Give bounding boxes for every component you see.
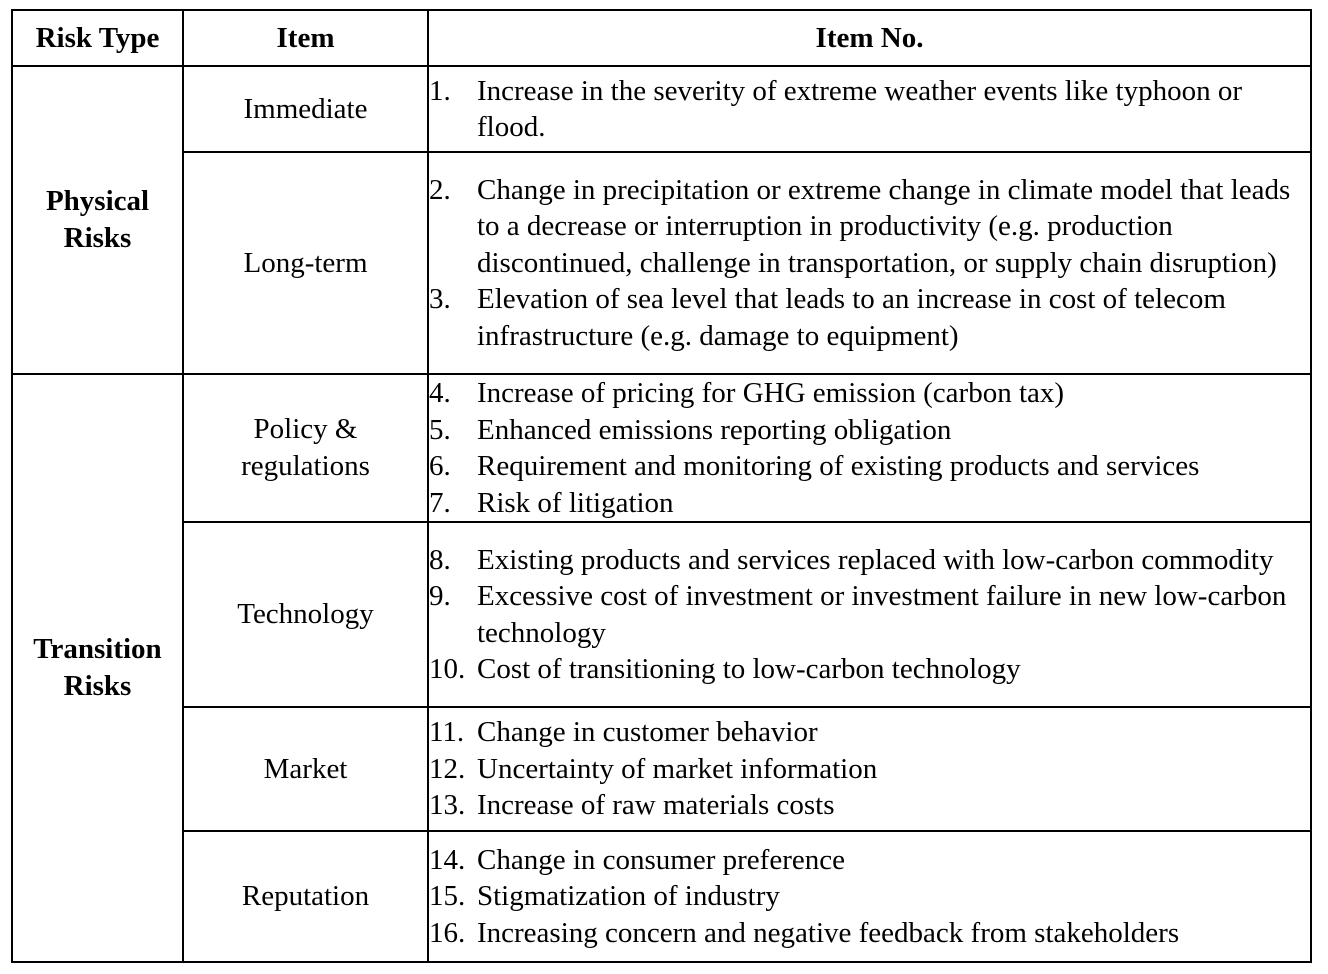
item-immediate: Immediate bbox=[183, 66, 428, 152]
list-item: 9. Excessive cost of investment or investment failure in new low-carbon technology bbox=[429, 580, 1287, 649]
risk-type-line: Risks bbox=[63, 670, 132, 702]
item-reputation: Reputation bbox=[183, 831, 428, 962]
risk-type-physical bbox=[12, 66, 183, 374]
risk-type-line: Transition bbox=[33, 633, 162, 665]
list-item: 1. Increase in the severity of extreme weather events like typhoon or flood. bbox=[429, 74, 1242, 143]
table-row bbox=[12, 66, 1311, 152]
item-no-cell bbox=[428, 831, 1311, 962]
list-item: 11. Change in customer behavior bbox=[429, 716, 818, 749]
table-row bbox=[12, 522, 1311, 707]
list-item: 8. Existing products and services replaced with low-carbon commodity bbox=[429, 543, 1274, 576]
risk-type-line: Physical bbox=[45, 185, 150, 217]
list-item: 13. Increase of raw materials costs bbox=[429, 789, 835, 822]
table-row bbox=[12, 831, 1311, 962]
item-list bbox=[429, 714, 1310, 824]
list-item: 16. Increasing concern and negative feedback from stakeholders bbox=[429, 916, 1180, 949]
list-item: 7. Risk of litigation bbox=[429, 486, 674, 519]
header-risk-type: Risk Type bbox=[12, 10, 183, 66]
list-item: 3. Elevation of sea level that leads to an increase in cost of telecom infrastructure (e.g. damage to equipment) bbox=[429, 283, 1226, 352]
list-item: 5. Enhanced emissions reporting obligation bbox=[429, 413, 952, 446]
item-technology: Technology bbox=[183, 522, 428, 707]
item-no-cell bbox=[428, 152, 1311, 374]
risk-type-line: Risks bbox=[63, 222, 132, 254]
list-item: 6. Requirement and monitoring of existing products and services bbox=[429, 450, 1200, 482]
risk-table bbox=[11, 9, 1312, 963]
item-no-cell bbox=[428, 707, 1311, 831]
header-item: Item bbox=[183, 10, 428, 66]
item-market: Market bbox=[183, 707, 428, 831]
list-item: 10. Cost of transitioning to low-carbon technology bbox=[429, 653, 1021, 685]
item-list bbox=[429, 542, 1310, 688]
item-list bbox=[429, 375, 1310, 521]
header-item-no: Item No. bbox=[428, 10, 1311, 66]
item-no-cell bbox=[428, 522, 1311, 707]
item-list bbox=[429, 842, 1310, 952]
list-item: 15. Stigmatization of industry bbox=[429, 880, 780, 913]
item-no-cell bbox=[428, 374, 1311, 522]
header-row bbox=[12, 10, 1311, 66]
table-row bbox=[12, 374, 1311, 522]
item-list bbox=[429, 172, 1310, 355]
item-long-term: Long-term bbox=[183, 152, 428, 374]
list-item: 4. Increase of pricing for GHG emission (carbon tax) bbox=[429, 377, 1065, 409]
list-item: 14. Change in consumer preference bbox=[429, 843, 845, 876]
risk-type-transition bbox=[12, 374, 183, 962]
list-item: 12. Uncertainty of market information bbox=[429, 752, 878, 785]
item-policy-regulations: Policy & regulations bbox=[183, 374, 428, 522]
table-row bbox=[12, 152, 1311, 374]
list-item: 2. Change in precipitation or extreme change in climate model that leads to a decrease or interruption in productivity (e.g. production discontinued, challenge in transportation, or supply chain disruption) bbox=[429, 173, 1291, 279]
item-no-cell bbox=[428, 66, 1311, 152]
table-row bbox=[12, 707, 1311, 831]
item-list bbox=[429, 73, 1310, 146]
